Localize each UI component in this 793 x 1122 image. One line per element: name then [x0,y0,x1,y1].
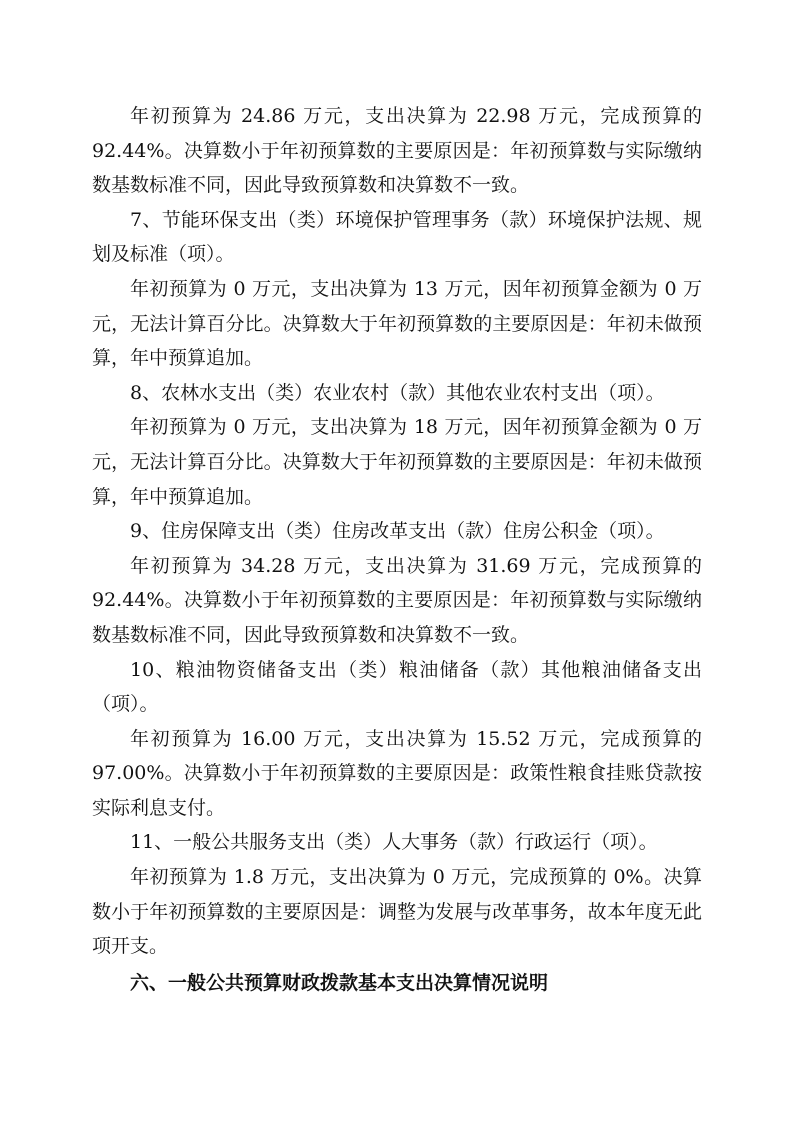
section-heading: 六、一般公共预算财政拨款基本支出决算情况说明 [130,971,549,994]
item-11-title: 11、一般公共服务支出（类）人大事务（款）行政运行（项）。 [130,831,658,854]
paragraph-budget-7: 年初预算为 0 万元，支出决算为 13 万元，因年初预算金额为 0 万元，无法计算百分比。决算数大于年初预算数的主要原因是：年初未做预算，年中预算追加。 [92,277,702,370]
paragraph-budget-11: 年初预算为 1.8 万元，支出决算为 0 万元，完成预算的 0%。决算数小于年初预算数的主要原因是：调整为发展与改革事务，故本年度无此项开支。 [92,866,702,958]
paragraph-budget-6: 年初预算为 24.86 万元，支出决算为 22.98 万元，完成预算的 92.44%。决算数小于年初预算数的主要原因是：年初预算数与实际缴纳数基数标准不同，因此导致预算数和决算数不一致。 [92,105,702,197]
item-8-title: 8、农林水支出（类）农业农村（款）其他农业农村支出（项）。 [130,381,665,404]
document-body [92,99,702,1000]
item-7-title: 7、节能环保支出（类）环境保护管理事务（款）环境保护法规、规划及标准（项）。 [92,208,702,266]
paragraph-budget-9: 年初预算为 34.28 万元，支出决算为 31.69 万元，完成预算的 92.44%。决算数小于年初预算数的主要原因是：年初预算数与实际缴纳数基数标准不同，因此导致预算数和决算数不一致。 [92,554,702,646]
item-9-title: 9、住房保障支出（类）住房改革支出（款）住房公积金（项）。 [130,520,665,543]
paragraph-budget-8: 年初预算为 0 万元，支出决算为 18 万元，因年初预算金额为 0 万元，无法计算百分比。决算数大于年初预算数的主要原因是：年初未做预算，年中预算追加。 [92,416,702,508]
paragraph-budget-10: 年初预算为 16.00 万元，支出决算为 15.52 万元，完成预算的 97.00%。决算数小于年初预算数的主要原因是：政策性粮食挂账贷款按实际利息支付。 [92,727,702,819]
item-10-title: 10、粮油物资储备支出（类）粮油储备（款）其他粮油储备支出（项）。 [92,658,702,716]
